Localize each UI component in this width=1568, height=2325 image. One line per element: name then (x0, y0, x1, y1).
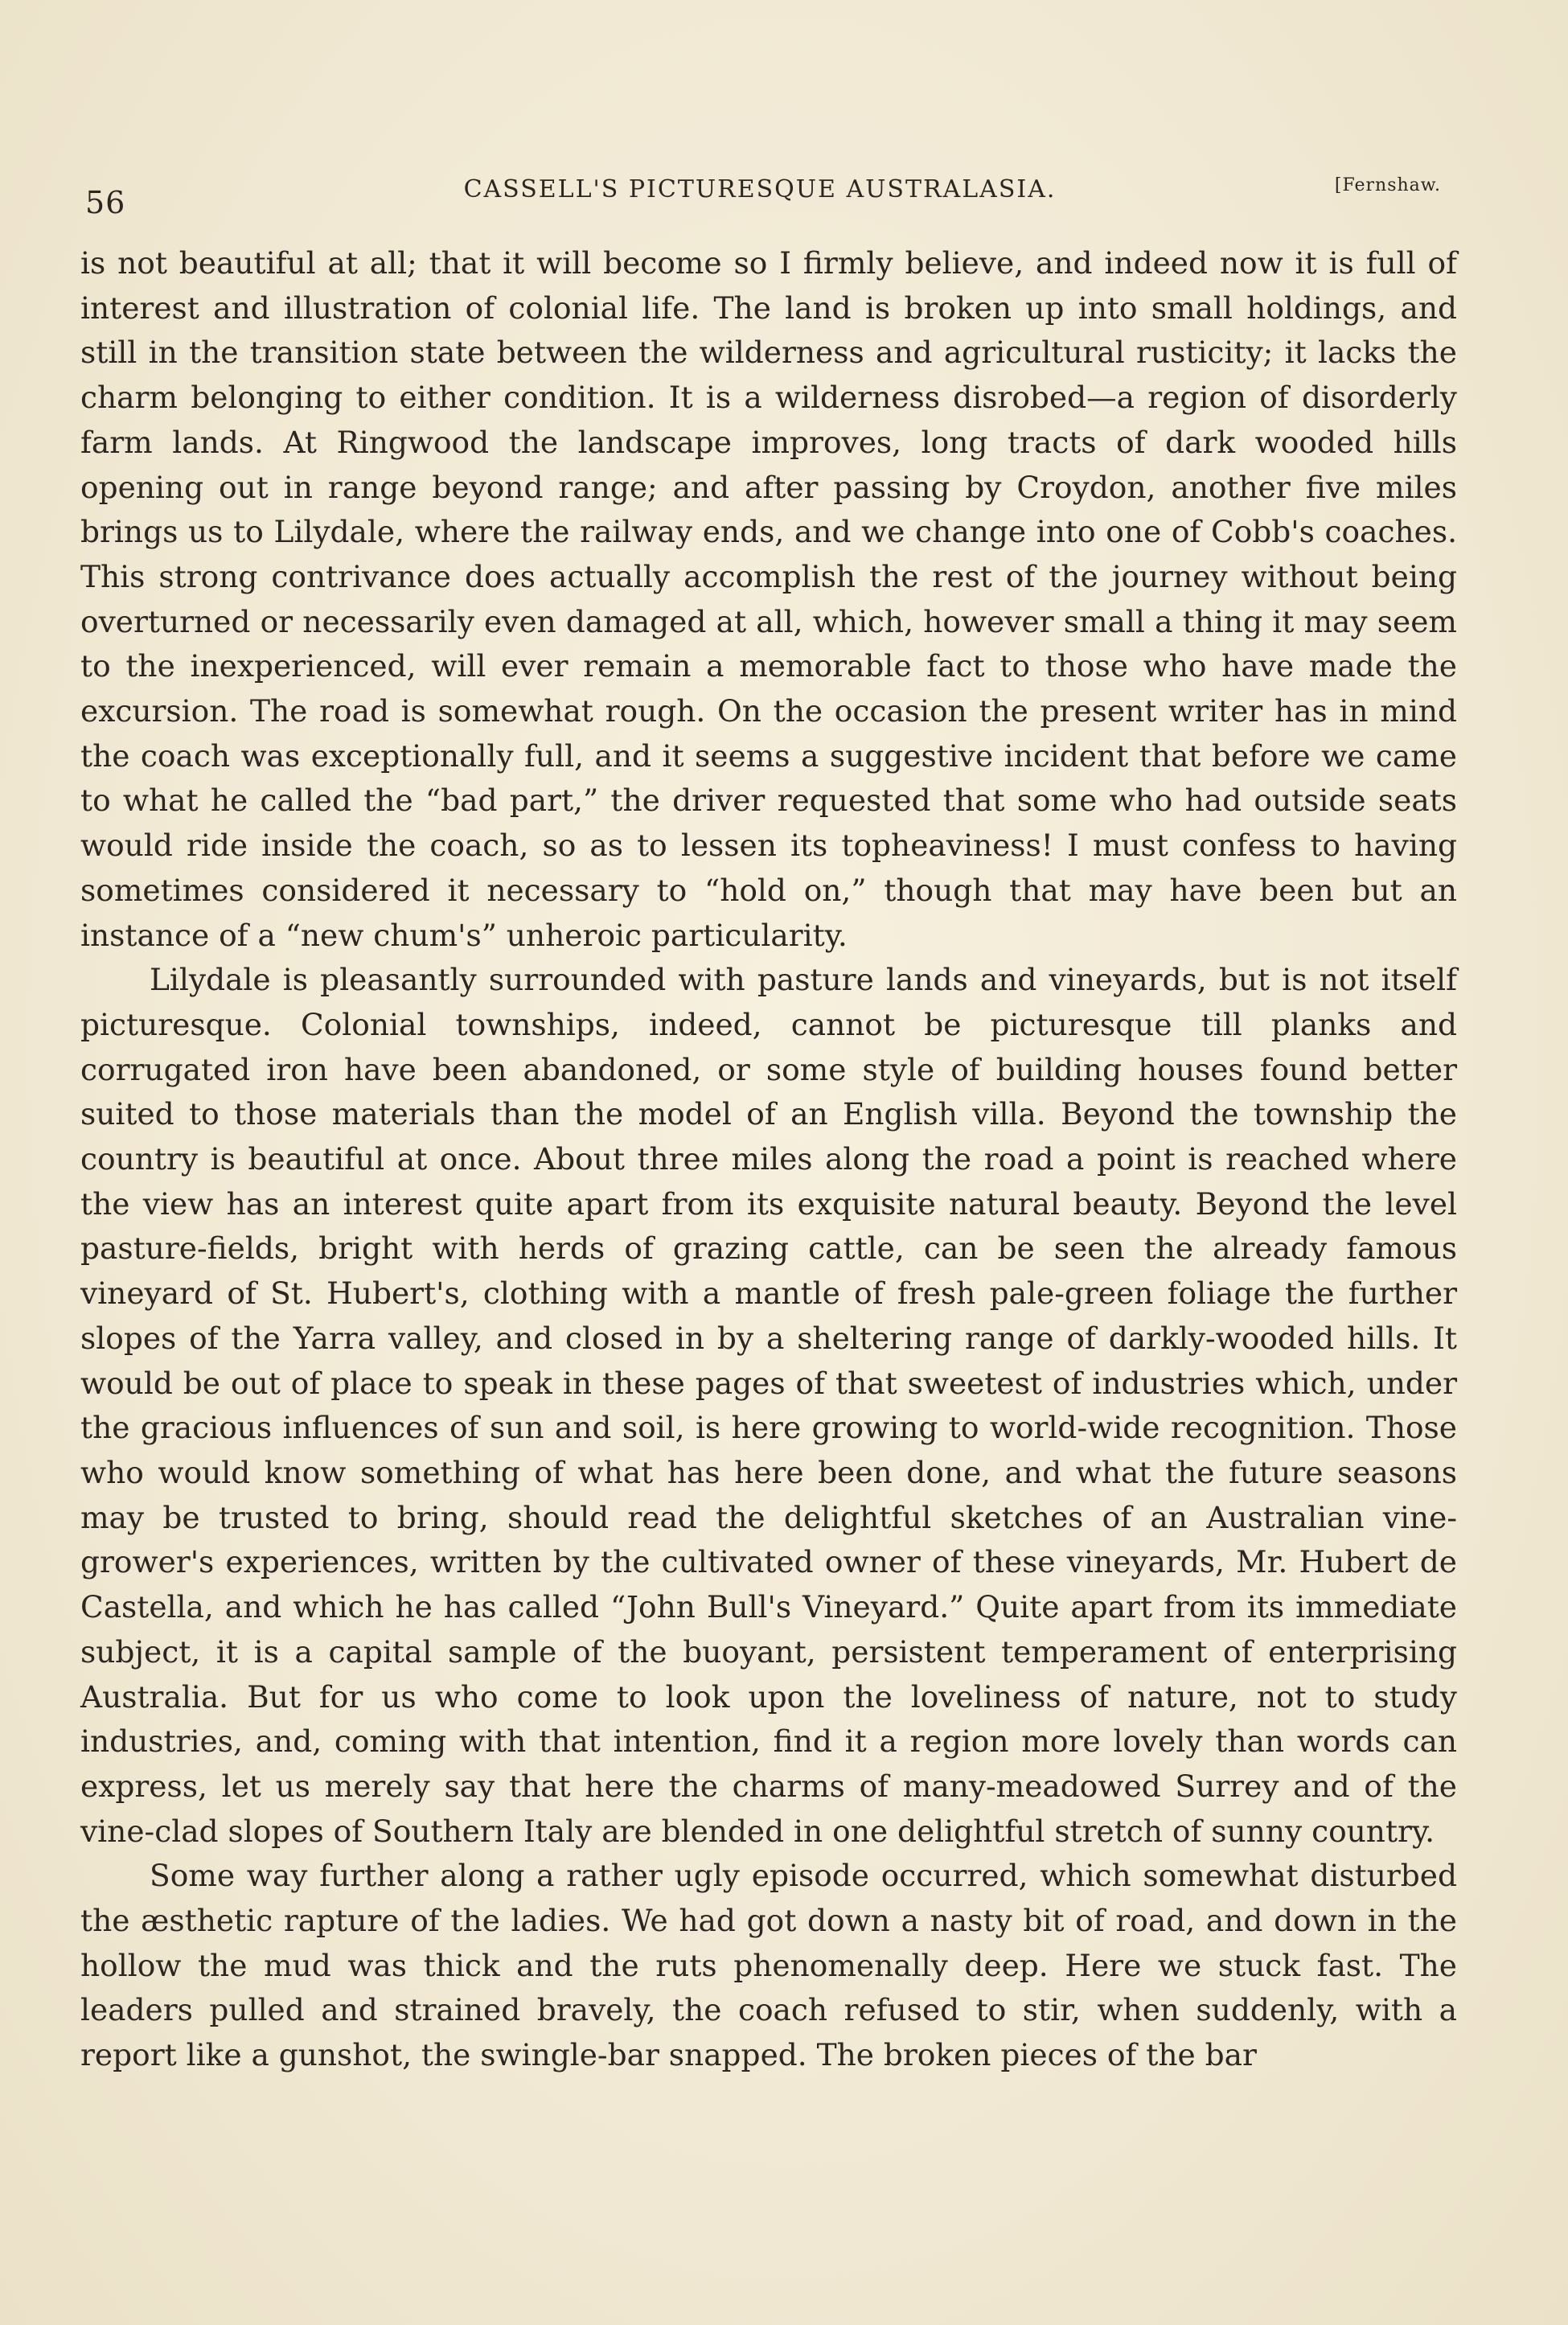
running-title: CASSELL'S PICTURESQUE AUSTRALASIA. (463, 175, 1057, 203)
page-number: 56 (85, 185, 126, 220)
paragraph-2: Lilydale is pleasantly surrounded with pasture lands and vineyards, but is not itself picturesque. Colonial townships, indeed, cannot be picturesque till planks and corrugated iron have been abandoned, or some style of building houses found better suited to those materials than the model of an English villa. Beyond the township the country is beautiful at once. About three miles along the road a point is reached where the view has an interest quite apart from its exquisite natural beauty. Beyond the level pasture-fields, bright with herds of grazing cattle, can be seen the already famous vineyard of St. Hubert's, clothing with a mantle of fresh pale-green foliage the further slopes of the Yarra valley, and closed in by a sheltering range of darkly-wooded hills. It would be out of place to speak in these pages of that sweetest of industries which, under the gracious influences of sun and soil, is here growing to world-wide recognition. Those who would know something of what has here been done, and what the future seasons may be trusted to bring, should read the delightful sketches of an Australian vine-grower's experiences, written by the cultivated owner of these vineyards, Mr. Hubert de Castella, and which he has called “John Bull's Vineyard.” Quite apart from its immediate subject, it is a capital sample of the buoyant, persistent temperament of enterprising Australia. But for us who come to look upon the loveliness of nature, not to study industries, and, coming with that intention, find it a region more lovely than words can express, let us merely say that here the charms of many-meadowed Surrey and of the vine-clad slopes of Southern Italy are blended in one delightful stretch of sunny country. (80, 962, 1457, 1849)
paragraph-3: Some way further along a rather ugly episode occurred, which somewhat disturbed the æsthetic rapture of the ladies. We had got down a nasty bit of road, and down in the hollow the mud was thick and the ruts phenomenally deep. Here we stuck fast. The leaders pulled and strained bravely, the coach refused to stir, when suddenly, with a report like a gunshot, the swingle-bar snapped. The broken pieces of the bar (80, 1858, 1457, 2073)
page-header (80, 170, 1439, 219)
paragraph-1: is not beautiful at all; that it will become so I firmly believe, and indeed now it is full of interest and illustration of colonial life. The land is broken up into small holdings, and still in the transition state between the wilderness and agricultural rusticity; it lacks the charm belonging to either condition. It is a wilderness disrobed—a region of disorderly farm lands. At Ringwood the landscape improves, long tracts of dark wooded hills opening out in range beyond range; and after passing by Croydon, another five miles brings us to Lilydale, where the railway ends, and we change into one of Cobb's coaches. This strong contrivance does actually accomplish the rest of the journey without being overturned or necessarily even damaged at all, which, however small a thing it may seem to the inexperienced, will ever remain a memorable fact to those who have made the excursion. The road is somewhat rough. On the occasion the present writer has in mind the coach was exceptionally full, and it seems a suggestive incident that before we came to what he called the “bad part,” the driver requested that some who had outside seats would ride inside the coach, so as to lessen its topheaviness! I must confess to having sometimes considered it necessary to “hold on,” though that may have been but an instance of a “new chum's” unheroic particularity. (80, 245, 1457, 953)
section-tag: [Fernshaw. (1334, 175, 1441, 195)
body-text (80, 241, 1457, 2078)
